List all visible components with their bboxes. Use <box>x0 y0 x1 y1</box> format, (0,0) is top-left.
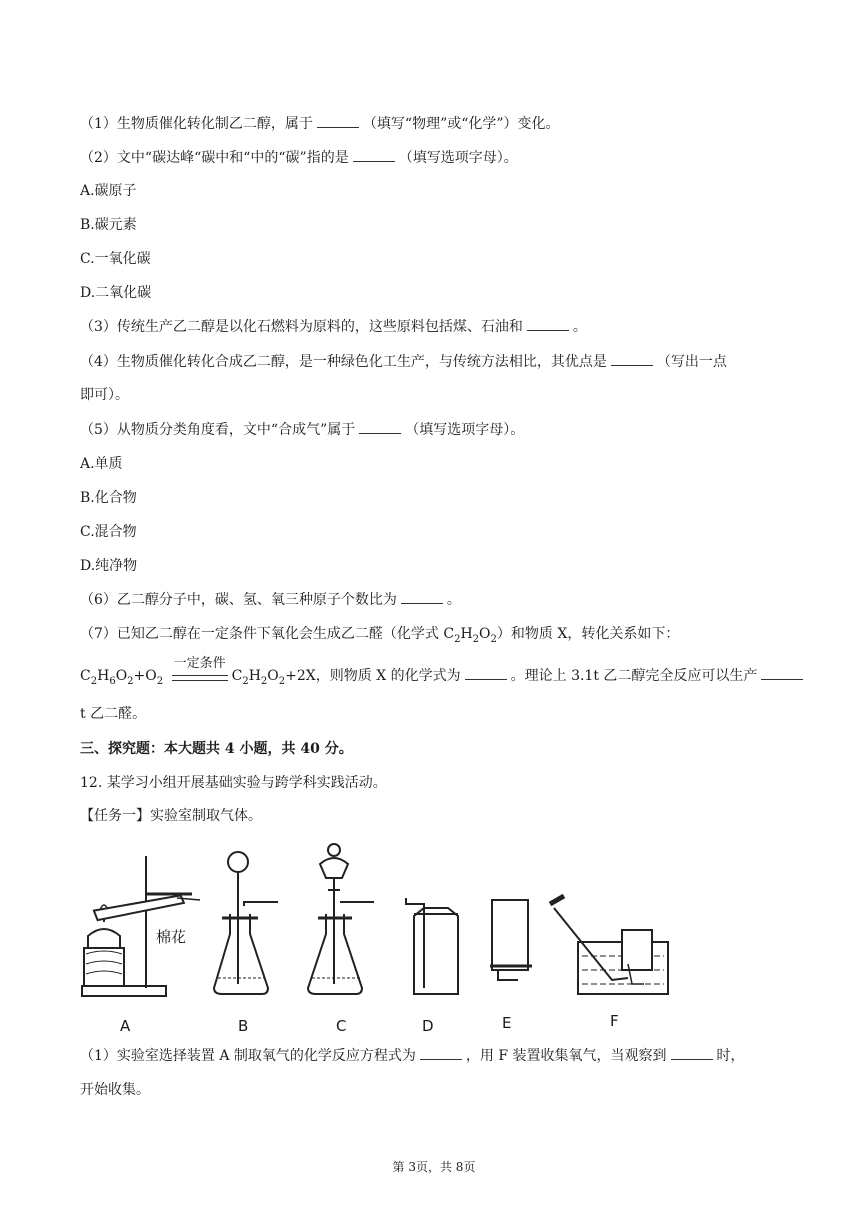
formula-text: C <box>231 668 243 684</box>
question-5-option-c: C.混合物 <box>80 524 137 540</box>
question-3-suffix: 。 <box>572 319 587 335</box>
question-7-text: O <box>479 626 491 642</box>
question-4 <box>80 352 727 372</box>
question-5-prefix: （5）从物质分类角度看，文中“合成气”属于 <box>80 422 356 438</box>
question-12-1-prefix: （1）实验室选择装置 A 制取氧气的化学反应方程式为 <box>80 1048 416 1064</box>
question-7-text: 。理论上 3.1t 乙二醇完全反应可以生产 <box>510 668 758 684</box>
question-7-line3: t 乙二醛。 <box>80 706 147 722</box>
question-3-prefix: （3）传统生产乙二醇是以化石燃料为原料的，这些原料包括煤、石油和 <box>80 319 523 335</box>
question-2-option-c: C.一氧化碳 <box>80 251 151 267</box>
label-b: B <box>238 1017 249 1035</box>
question-2-prefix: （2）文中“碳达峰“碳中和“中的“碳”指的是 <box>80 150 349 166</box>
subscript: 2 <box>454 633 461 645</box>
apparatus-d <box>406 898 458 994</box>
question-3 <box>80 317 587 337</box>
question-7-text: H <box>460 626 473 642</box>
page-footer: 第 3页，共 8页 <box>392 1160 476 1174</box>
label-c: C <box>336 1017 347 1035</box>
subscript: 2 <box>490 633 497 645</box>
subscript: 2 <box>90 675 98 687</box>
apparatus-e <box>490 900 532 980</box>
question-12-1-suffix: 时， <box>716 1048 745 1064</box>
question-5-suffix: （填写选项字母）。 <box>405 422 525 438</box>
answer-blank <box>527 318 569 331</box>
question-6-suffix: 。 <box>446 592 461 608</box>
question-4-line2: 即可）。 <box>80 387 129 403</box>
answer-blank <box>611 353 653 366</box>
question-5 <box>80 420 524 440</box>
question-2-suffix: （填写选项字母）。 <box>398 150 518 166</box>
formula-text: H <box>97 668 110 684</box>
task-1-heading: 【任务一】实验室制取气体。 <box>80 808 262 824</box>
question-7-text: ）和物质 X，转化关系如下： <box>496 626 680 642</box>
question-12: 12. 某学习小组开展基础实验与跨学科实践活动。 <box>80 775 387 791</box>
question-5-option-d: D.纯净物 <box>80 558 138 574</box>
question-1 <box>80 114 560 134</box>
answer-blank <box>353 149 395 162</box>
question-2-option-a: A.碳原子 <box>80 183 137 199</box>
formula-text: O <box>267 668 279 684</box>
reaction-condition: 一定条件 <box>173 656 226 671</box>
subscript: 2 <box>278 675 286 687</box>
answer-blank <box>359 421 401 434</box>
label-e: E <box>502 1014 512 1032</box>
formula-text: O <box>115 668 128 684</box>
question-7-text: （7）已知乙二醇在一定条件下氧化会生成乙二醛（化学式 C <box>80 626 455 642</box>
question-1-prefix: （1）生物质催化转化制乙二醇，属于 <box>80 116 313 132</box>
lab-apparatus-figure <box>72 838 672 1038</box>
question-12-1-line2: 开始收集。 <box>80 1082 150 1098</box>
apparatus-c <box>308 844 374 994</box>
equals-bar <box>172 675 228 681</box>
reaction-equation-line <box>80 656 807 687</box>
question-4-prefix: （4）生物质催化转化合成乙二醇，是一种绿色化工生产，与传统方法相比，其优点是 <box>80 354 607 370</box>
label-d: D <box>422 1017 434 1035</box>
formula-text: +O <box>133 668 157 684</box>
cotton-label: 棉花 <box>156 928 187 946</box>
formula-text: C <box>80 668 91 684</box>
question-6 <box>80 590 461 610</box>
formula-text: +2X，则物质 X 的化学式为 <box>285 668 461 684</box>
question-5-option-a: A.单质 <box>80 456 123 472</box>
answer-blank <box>401 591 443 604</box>
question-4-suffix: （写出一点 <box>656 354 727 370</box>
question-12-1-mid: ，用 F 装置收集氧气，当观察到 <box>465 1048 667 1064</box>
question-1-suffix: （填写“物理”或“化学”）变化。 <box>362 116 560 132</box>
subscript: 2 <box>472 633 480 645</box>
question-6-prefix: （6）乙二醇分子中，碳、氢、氧三种原子个数比为 <box>80 592 397 608</box>
label-f: F <box>610 1012 619 1030</box>
question-12-1 <box>80 1046 745 1066</box>
question-2-option-b: B.碳元素 <box>80 217 137 233</box>
apparatus-a <box>82 856 200 996</box>
apparatus-b <box>214 852 278 994</box>
subscript: 2 <box>156 675 164 687</box>
formula-text: H <box>248 668 261 684</box>
subscript: 6 <box>109 675 116 687</box>
apparatus-f <box>550 896 668 994</box>
question-2-option-d: D.二氧化碳 <box>80 285 152 301</box>
answer-blank <box>317 115 359 128</box>
question-7-intro <box>80 624 679 644</box>
answer-blank <box>671 1047 713 1060</box>
section-3-heading: 三、探究题：本大题共 4 小题，共 40 分。 <box>80 741 353 757</box>
reaction-condition-arrow <box>172 656 228 681</box>
subscript: 2 <box>242 675 249 687</box>
answer-blank <box>420 1047 462 1060</box>
question-2 <box>80 148 518 168</box>
subscript: 2 <box>260 675 268 687</box>
label-a: A <box>120 1017 131 1035</box>
question-5-option-b: B.化合物 <box>80 490 137 506</box>
subscript: 2 <box>127 675 134 687</box>
answer-blank <box>761 667 803 680</box>
answer-blank <box>465 667 507 680</box>
